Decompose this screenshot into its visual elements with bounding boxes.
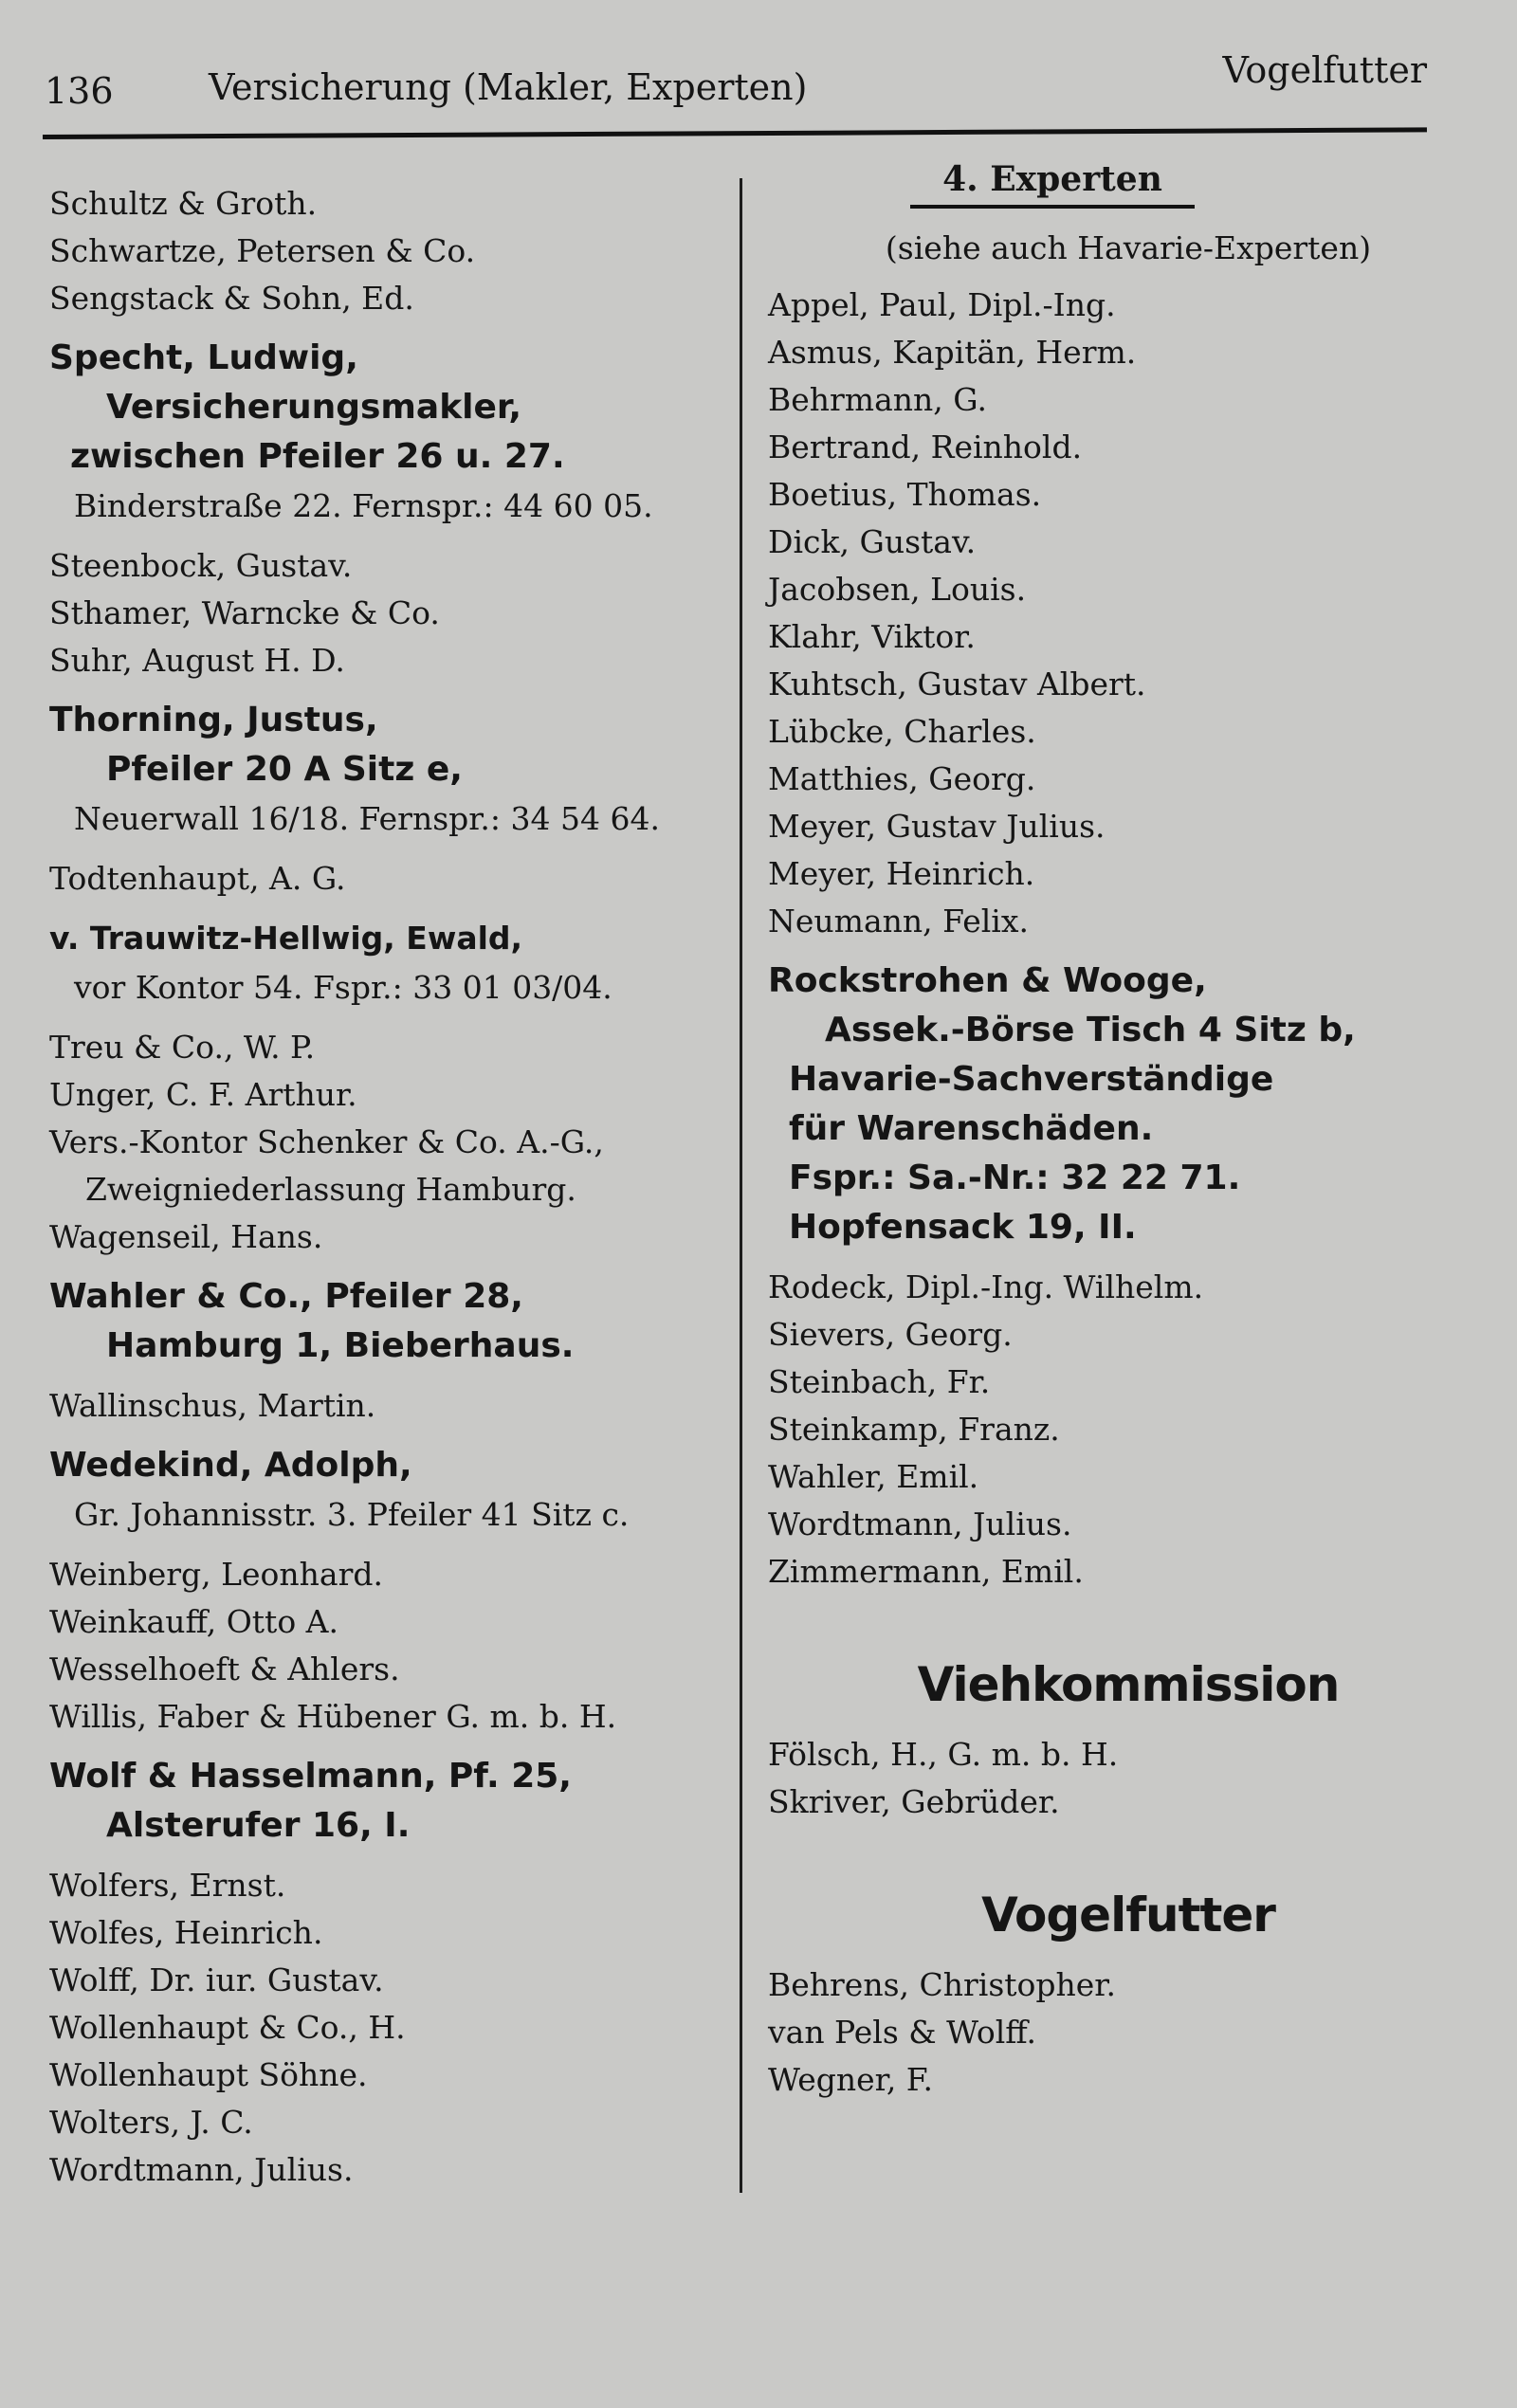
entry-line: Rockstrohen & Wooge, [768, 961, 1207, 1000]
directory-entry [49, 1862, 741, 1909]
entry-line: Steinkamp, Franz. [768, 1411, 1060, 1448]
directory-entry [49, 542, 741, 590]
directory-entry [768, 1961, 1489, 2009]
directory-entry [768, 471, 1489, 519]
entry-line: Jacobsen, Louis. [768, 571, 1027, 608]
experts-heading: 4. Experten [910, 159, 1195, 209]
page-header [43, 49, 1427, 139]
directory-entry [768, 1406, 1489, 1453]
entry-line: Versicherungsmakler, [106, 388, 522, 427]
entry-line: Matthies, Georg. [768, 760, 1036, 797]
entry-line: Wordtmann, Julius. [768, 1505, 1072, 1542]
experts-note: (siehe auch Havarie-Experten) [885, 229, 1372, 266]
directory-entry [49, 696, 741, 844]
directory-entry [49, 1024, 741, 1071]
entry-line: Wegner, F. [768, 2061, 934, 2098]
directory-entry [49, 1909, 741, 1957]
directory-entry [49, 1551, 741, 1598]
directory-entry [768, 1359, 1489, 1406]
entry-line: Kuhtsch, Gustav Albert. [768, 666, 1146, 702]
entry-line: Alsterufer 16, I. [106, 1806, 411, 1845]
directory-entry [49, 1071, 741, 1119]
entry-line: Wolff, Dr. iur. Gustav. [49, 1961, 384, 1998]
directory-entry [768, 661, 1489, 708]
entry-line: Boetius, Thomas. [768, 476, 1042, 513]
directory-entry [49, 2004, 741, 2052]
entry-line: Assek.-Börse Tisch 4 Sitz b, [825, 1011, 1356, 1049]
entry-line: Schwartze, Petersen & Co. [49, 232, 476, 269]
directory-entry [768, 2009, 1489, 2056]
entry-line: Weinberg, Leonhard. [49, 1556, 383, 1593]
entry-line: Weinkauff, Otto A. [49, 1603, 338, 1640]
directory-entry [49, 2052, 741, 2099]
entry-line: Willis, Faber & Hübener G. m. b. H. [49, 1698, 617, 1735]
entry-line: Wollenhaupt & Co., H. [49, 2009, 406, 2046]
vogelfutter-list [768, 1961, 1489, 2104]
entry-line: Wolfes, Heinrich. [49, 1914, 323, 1951]
entry-line: Skriver, Gebrüder. [768, 1783, 1060, 1820]
directory-entry [768, 1548, 1489, 1596]
viehkommission-heading: Viehkommission [917, 1657, 1340, 1712]
right-column [768, 159, 1489, 2104]
entry-line: Neumann, Felix. [768, 903, 1029, 939]
experts-list [768, 282, 1489, 1596]
directory-entry [49, 637, 741, 684]
entry-line: zwischen Pfeiler 26 u. 27. [70, 437, 565, 476]
entry-line: Hopfensack 19, II. [789, 1208, 1137, 1247]
entry-line: Pfeiler 20 A Sitz e, [106, 750, 463, 789]
entry-line: Vers.-Kontor Schenker & Co. A.-G., [49, 1123, 604, 1160]
directory-entry [768, 1779, 1489, 1826]
entry-line: Treu & Co., W. P. [49, 1029, 316, 1066]
entry-line: Wagenseil, Hans. [49, 1218, 323, 1255]
directory-entry [49, 1119, 741, 1213]
directory-entry [768, 282, 1489, 329]
entry-line: Meyer, Gustav Julius. [768, 808, 1106, 845]
directory-entry [768, 424, 1489, 471]
entry-line: Fspr.: Sa.-Nr.: 32 22 71. [789, 1158, 1241, 1197]
entry-line: Wesselhoeft & Ahlers. [49, 1651, 400, 1687]
entry-line: van Pels & Wolff. [768, 2014, 1037, 2051]
directory-entry [49, 1598, 741, 1646]
directory-entry [49, 914, 741, 1012]
entry-detail: vor Kontor 54. Fspr.: 33 01 03/04. [74, 969, 612, 1006]
entry-line: Wahler & Co., Pfeiler 28, [49, 1277, 523, 1316]
directory-entry [768, 1311, 1489, 1359]
entry-detail: Neuerwall 16/18. Fernspr.: 34 54 64. [74, 800, 660, 837]
entry-line: Bertrand, Reinhold. [768, 429, 1083, 465]
directory-entry [49, 228, 741, 275]
entry-line: Lübcke, Charles. [768, 713, 1036, 750]
directory-entry [768, 898, 1489, 945]
header-rule [43, 127, 1427, 139]
entry-line: Todtenhaupt, A. G. [49, 860, 346, 897]
entry-line: Hamburg 1, Bieberhaus. [106, 1326, 575, 1365]
directory-entry [768, 957, 1489, 1252]
entry-line: Specht, Ludwig, [49, 338, 358, 377]
header-keyword: Vogelfutter [1222, 49, 1427, 91]
entry-line: Wolf & Hasselmann, Pf. 25, [49, 1757, 572, 1796]
directory-entry [768, 708, 1489, 756]
directory-entry [768, 1731, 1489, 1779]
directory-entry [49, 1441, 741, 1540]
directory-entry [49, 2099, 741, 2146]
entry-line: Sthamer, Warncke & Co. [49, 594, 440, 631]
entry-line: Steinbach, Fr. [768, 1363, 991, 1400]
entry-line: Sievers, Georg. [768, 1316, 1013, 1353]
directory-entry [49, 334, 741, 531]
entry-line: Steenbock, Gustav. [49, 547, 353, 584]
entry-line: Suhr, August H. D. [49, 642, 345, 679]
directory-entry [768, 1264, 1489, 1311]
directory-entry [49, 1752, 741, 1851]
directory-entry [49, 1382, 741, 1430]
entry-line: Unger, C. F. Arthur. [49, 1076, 357, 1113]
entry-line: für Warenschäden. [789, 1109, 1154, 1148]
page-number: 136 [45, 70, 114, 112]
left-entry-list [49, 180, 741, 2194]
entry-detail: Binderstraße 22. Fernspr.: 44 60 05. [74, 487, 653, 524]
directory-entry [768, 1501, 1489, 1548]
entry-line: Wolters, J. C. [49, 2104, 253, 2141]
vogelfutter-heading: Vogelfutter [981, 1888, 1275, 1943]
directory-entry [49, 275, 741, 322]
entry-line: Wallinschus, Martin. [49, 1387, 376, 1424]
entry-line: Asmus, Kapitän, Herm. [768, 334, 1137, 371]
header-title: Versicherung (Makler, Experten) [209, 66, 808, 108]
entry-line: Fölsch, H., G. m. b. H. [768, 1736, 1119, 1773]
directory-entry [768, 850, 1489, 898]
entry-line: Klahr, Viktor. [768, 618, 976, 655]
directory-entry [49, 1272, 741, 1371]
entry-line: Wedekind, Adolph, [49, 1446, 412, 1485]
directory-entry [49, 1957, 741, 2004]
entry-line: Meyer, Heinrich. [768, 855, 1035, 892]
directory-entry [49, 1213, 741, 1261]
entry-line: Zimmermann, Emil. [768, 1553, 1084, 1590]
entry-line: Wahler, Emil. [768, 1458, 979, 1495]
viehkommission-list [768, 1731, 1489, 1826]
entry-detail: Gr. Johannisstr. 3. Pfeiler 41 Sitz c. [74, 1496, 630, 1533]
directory-entry [49, 1693, 741, 1741]
entry-line: Appel, Paul, Dipl.-Ing. [768, 286, 1116, 323]
entry-line: Behrmann, G. [768, 381, 987, 418]
directory-entry [49, 1646, 741, 1693]
entry-line: Wollenhaupt Söhne. [49, 2056, 368, 2093]
entry-line: Sengstack & Sohn, Ed. [49, 280, 414, 317]
entry-line: Schultz & Groth. [49, 185, 318, 222]
entry-line: Rodeck, Dipl.-Ing. Wilhelm. [768, 1268, 1204, 1305]
directory-entry [768, 376, 1489, 424]
entry-line: Wordtmann, Julius. [49, 2151, 354, 2188]
entry-line: Zweigniederlassung Hamburg. [85, 1171, 576, 1208]
entry-line: Thorning, Justus, [49, 701, 378, 739]
directory-entry [768, 519, 1489, 566]
entry-line: Havarie-Sachverständige [789, 1060, 1274, 1099]
directory-entry [768, 613, 1489, 661]
entry-line: Dick, Gustav. [768, 523, 977, 560]
directory-entry [768, 803, 1489, 850]
directory-entry [49, 2146, 741, 2194]
directory-entry [768, 2056, 1489, 2104]
directory-entry [768, 1453, 1489, 1501]
left-column [49, 180, 741, 2194]
directory-entry [768, 329, 1489, 376]
directory-entry [49, 180, 741, 228]
entry-line: Behrens, Christopher. [768, 1966, 1116, 2003]
directory-entry [768, 566, 1489, 613]
directory-entry [768, 756, 1489, 803]
entry-line: Wolfers, Ernst. [49, 1867, 286, 1904]
entry-line: v. Trauwitz-Hellwig, Ewald, [49, 920, 523, 957]
directory-entry [49, 855, 741, 903]
directory-entry [49, 590, 741, 637]
